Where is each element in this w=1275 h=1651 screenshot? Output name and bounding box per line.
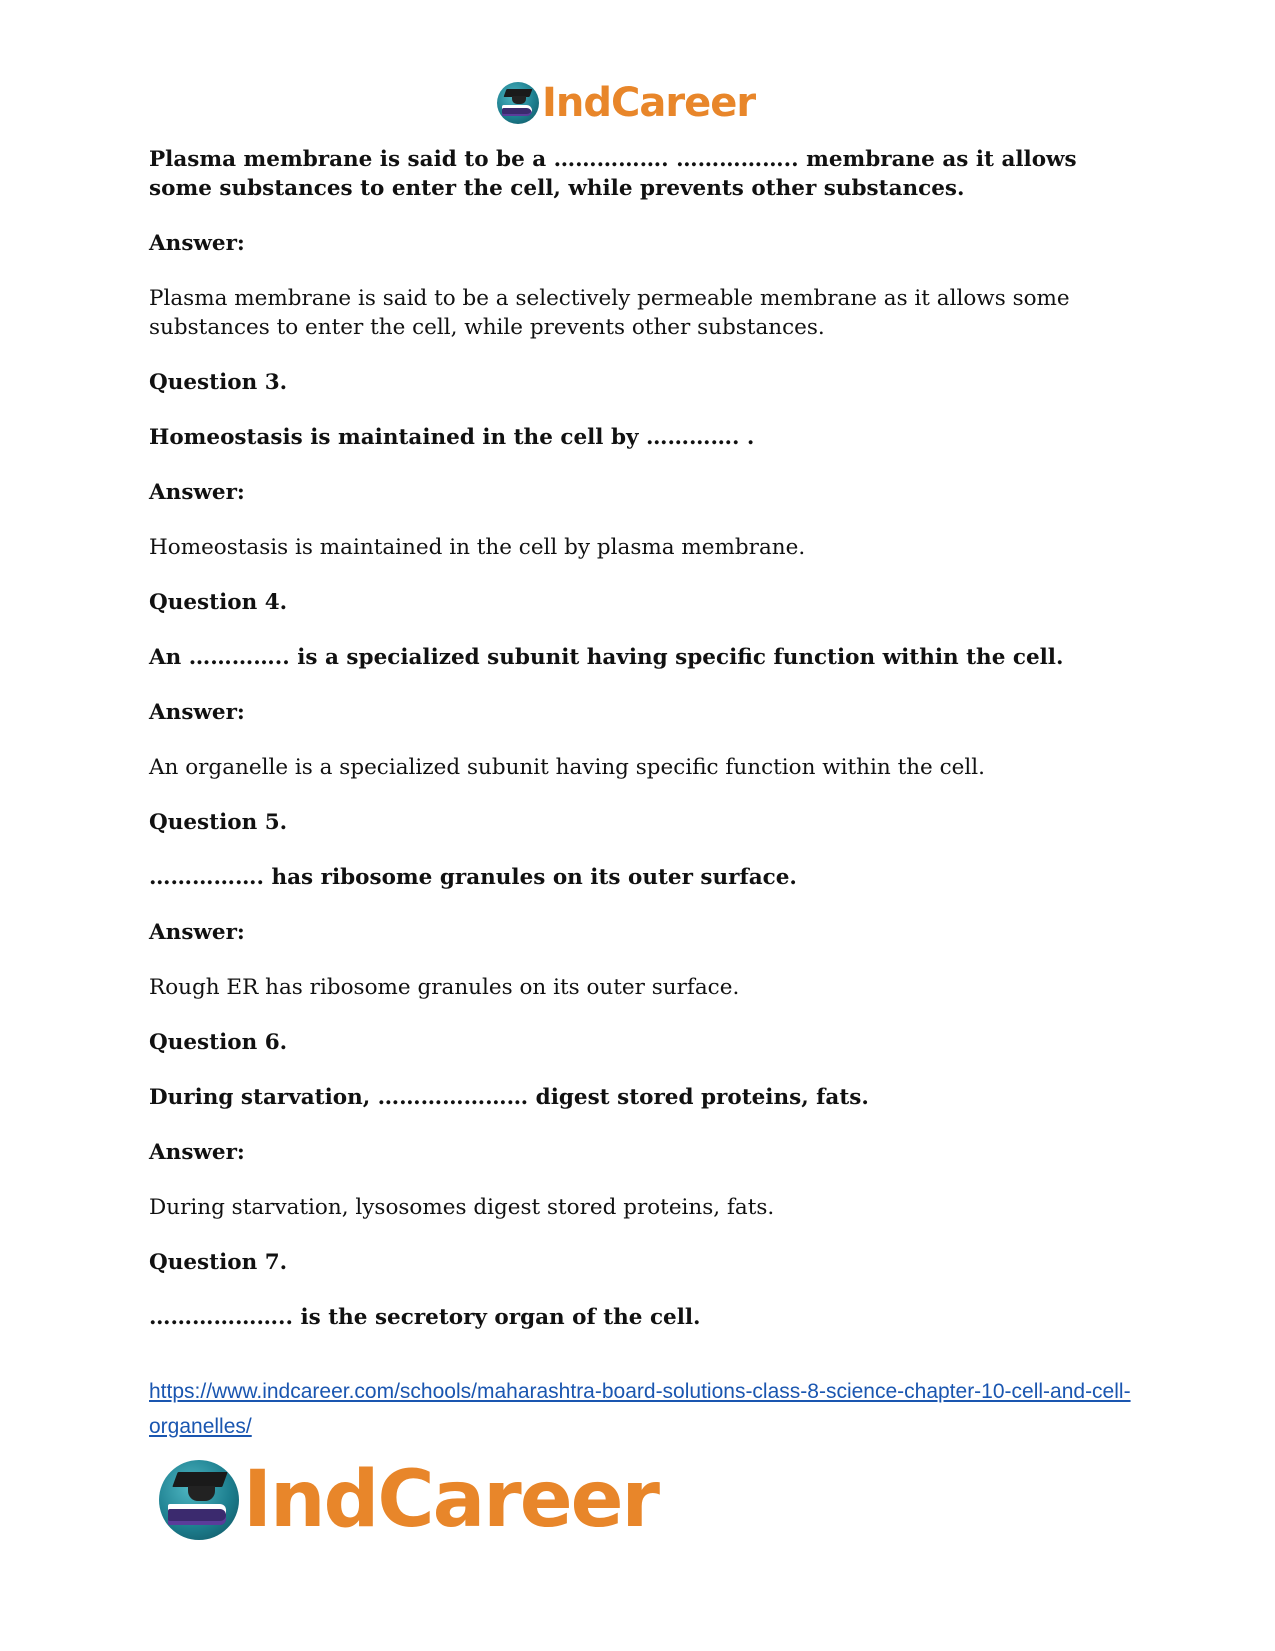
question-label: Question 3. bbox=[149, 370, 288, 395]
answer-label: Answer: bbox=[149, 480, 245, 505]
question-text: ……………. has ribosome granules on its outer surface. bbox=[149, 865, 797, 890]
question-text: An ………….. is a specialized subunit having specific function within the cell. bbox=[149, 645, 1064, 670]
graduation-book-icon bbox=[497, 82, 539, 124]
header-logo bbox=[497, 76, 755, 130]
document-body bbox=[149, 145, 1139, 1332]
answer-text: Plasma membrane is said to be a selectively permeable membrane as it allows some substances to enter the cell, while prevents other substances. bbox=[149, 286, 1070, 340]
question-text: Homeostasis is maintained in the cell by …………. . bbox=[149, 425, 755, 450]
question-label: Question 6. bbox=[149, 1030, 288, 1055]
question-text: ……………….. is the secretory organ of the cell. bbox=[149, 1305, 701, 1330]
graduation-book-icon bbox=[159, 1460, 239, 1540]
answer-text: During starvation, lysosomes digest stored proteins, fats. bbox=[149, 1195, 775, 1220]
question-text: Plasma membrane is said to be a ……………. …………….. membrane as it allows some substances to enter the cell, while prevents other substances. bbox=[149, 147, 1077, 201]
footer-logo bbox=[159, 1455, 658, 1545]
question-text: During starvation, ………………… digest stored proteins, fats. bbox=[149, 1085, 869, 1110]
answer-label: Answer: bbox=[149, 700, 245, 725]
question-label: Question 4. bbox=[149, 590, 288, 615]
answer-text: Rough ER has ribosome granules on its outer surface. bbox=[149, 975, 740, 1000]
question-label: Question 5. bbox=[149, 810, 288, 835]
answer-label: Answer: bbox=[149, 1140, 245, 1165]
footer-logo-text: IndCareer bbox=[243, 1455, 658, 1545]
answer-label: Answer: bbox=[149, 231, 245, 256]
answer-text: Homeostasis is maintained in the cell by plasma membrane. bbox=[149, 535, 806, 560]
answer-text: An organelle is a specialized subunit having specific function within the cell. bbox=[149, 755, 985, 780]
answer-label: Answer: bbox=[149, 920, 245, 945]
question-label: Question 7. bbox=[149, 1250, 288, 1275]
source-link[interactable]: https://www.indcareer.com/schools/maharashtra-board-solutions-class-8-science-chapter-10-cell-and-cell-organelles/ bbox=[149, 1380, 1131, 1438]
header-logo-text: IndCareer bbox=[542, 80, 756, 126]
